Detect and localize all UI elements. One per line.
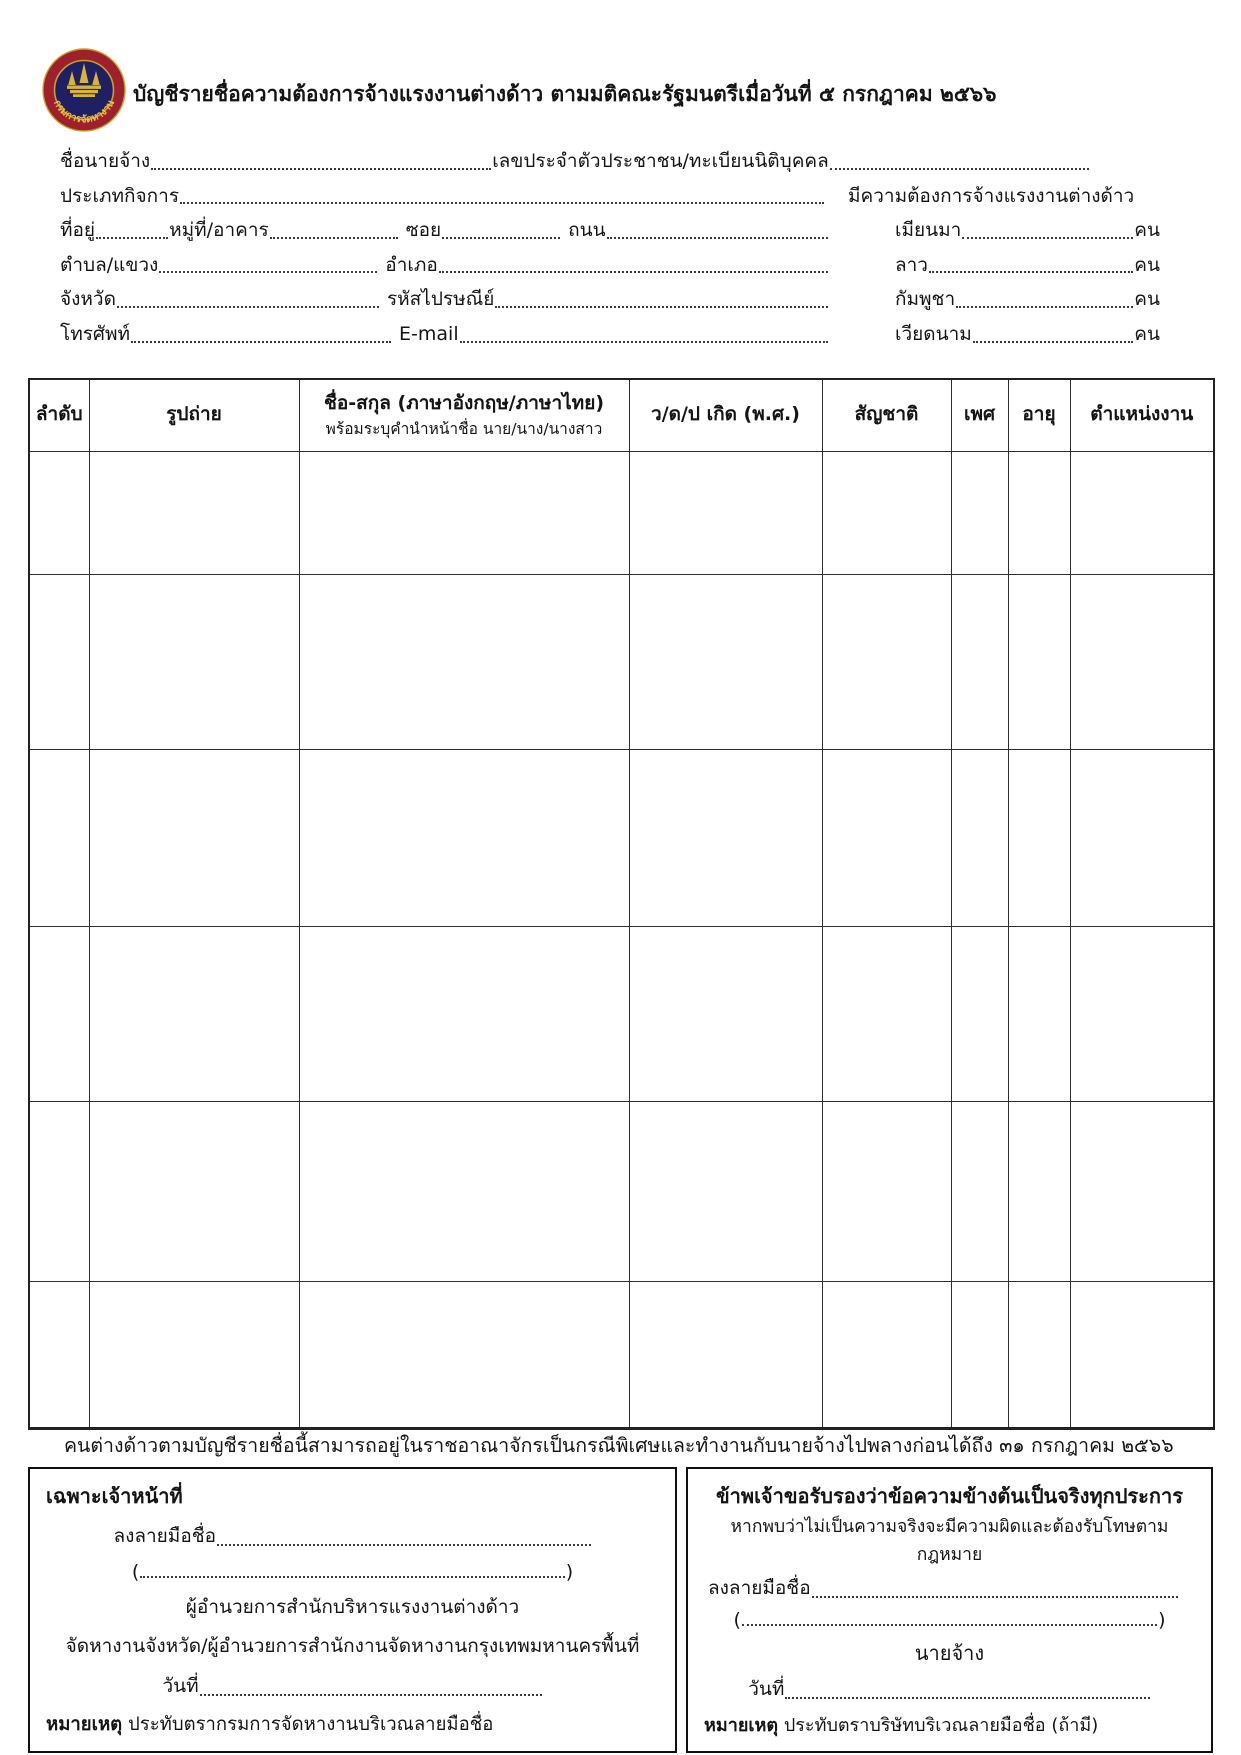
province-row [60,279,1182,314]
employer-id-fill [830,168,1089,170]
official-box-heading: เฉพาะเจ้าหน้าที่ [46,1484,183,1508]
official-date-label: วันที่ [162,1674,199,1697]
business-type-label: ประเภทกิจการ [60,184,180,207]
col-header-sex: เพศ [951,379,1008,451]
district-fill [439,271,828,273]
moo-label: หมู่ที่/อาคาร [169,219,269,242]
certify-signature-label: ลงลายมือชื่อ [708,1577,811,1600]
official-remark-text: ประทับตรากรมการจัดหางานบริเวณลายมือชื่อ [122,1713,494,1735]
demand-label-vietnam: เวียดนาม [895,323,972,346]
postcode-label: รหัสไปรษณีย์ [386,288,495,311]
certify-remark-label: หมายเหตุ [704,1714,779,1736]
province-label: จังหวัด [60,288,116,311]
certify-date-fill [785,1697,1149,1699]
col-header-photo: รูปถ่าย [89,379,299,451]
certify-name-fill [742,1624,1157,1626]
table-row [29,749,1214,926]
department-of-employment-seal-icon [42,48,126,132]
table-row [29,1281,1214,1428]
paren-open: ( [733,1608,741,1631]
worker-list-table [28,378,1215,1430]
table-header-row [29,379,1214,451]
official-title-line1: ผู้อำนวยการสำนักบริหารแรงงานต่างด้าว [185,1595,520,1618]
certify-signer-title: นายจ้าง [914,1640,985,1665]
col-header-birthdate: ว/ด/ป เกิด (พ.ศ.) [629,379,822,451]
official-signature-row [113,1521,591,1551]
col-header-name-sub: พร้อมระบุคำนำหน้าชื่อ นาย/นาง/นางสาว [325,419,603,438]
paren-close: ) [1158,1608,1166,1631]
email-fill [460,341,828,343]
paren-close: ) [565,1560,574,1583]
official-name-fill [140,1576,565,1578]
certify-date-label: วันที่ [748,1678,785,1701]
demand-unit: คน [1134,219,1160,242]
col-header-name-main: ชื่อ-สกุล (ภาษาอังกฤษ/ภาษาไทย) [323,391,605,414]
email-label: E-mail [399,323,459,346]
official-remark-label: หมายเหตุ [46,1713,123,1735]
demand-fill-laos [929,271,1133,273]
table-row [29,574,1214,749]
official-remark [46,1710,493,1739]
official-date-row [162,1671,542,1701]
demand-item-laos [895,252,1160,280]
certify-remark-text: ประทับตราบริษัทบริเวณลายมือชื่อ (ถ้ามี) [778,1714,1099,1736]
demand-fill-vietnam [973,341,1133,343]
employer-name-fill [151,168,491,170]
address-row [60,210,1182,245]
employer-certify-box [686,1467,1213,1753]
demand-item-vietnam [895,321,1160,349]
col-header-position: ตำแหน่งงาน [1070,379,1214,451]
paren-open: ( [131,1560,140,1583]
demand-unit: คน [1134,253,1160,276]
province-fill [117,306,379,308]
phone-label: โทรศัพท์ [60,323,131,346]
official-title-line2: จัดหางานจังหวัด/ผู้อำนวยการสำนักงานจัดหางานกรุงเทพมหานครพื้นที่ [65,1635,640,1658]
col-header-nationality: สัญชาติ [822,379,951,451]
table-row [29,451,1214,574]
business-type-fill [180,202,824,204]
business-type-row [60,176,1182,211]
col-header-no: ลำดับ [29,379,89,451]
page-title: บัญชีรายชื่อความต้องการจ้างแรงงานต่างด้าว ตามมติคณะรัฐมนตรีเมื่อวันที่ ๕ กรกฎาคม ๒๕๖๖ [133,82,997,106]
soi-label: ซอย [405,219,442,242]
official-name-paren-row [132,1561,573,1583]
demand-label-cambodia: กัมพูชา [895,288,956,311]
col-header-name [299,379,629,451]
validity-note: คนต่างด้าวตามบัญชีรายชื่อนี้สามารถอยู่ในราชอาณาจักรเป็นกรณีพิเศษและทำงานกับนายจ้างไปพลางก่อนได้ถึง ๓๑ กรกฎาคม ๒๕๖๖ [64,1434,1174,1457]
phone-row [60,314,1182,349]
district-label: อำเภอ [385,253,438,276]
seal-arc-text: กรมการจัดหางาน [51,98,117,126]
employer-info-section [60,141,1182,349]
address-label: ที่อยู่ [60,219,96,242]
subdistrict-row [60,245,1182,280]
demand-label-myanmar: เมียนมา [895,219,962,242]
demand-heading: มีความต้องการจ้างแรงงานต่างด้าว [848,184,1135,207]
demand-fill-cambodia [956,306,1133,308]
official-signature-label: ลงลายมือชื่อ [113,1525,217,1548]
certify-signature-fill [812,1596,1179,1598]
certify-remark [704,1710,1098,1739]
phone-fill [131,341,391,343]
col-header-age: อายุ [1008,379,1070,451]
certify-date-row [748,1674,1151,1704]
table-row [29,1101,1214,1281]
demand-item-cambodia [895,286,1160,314]
subdistrict-label: ตำบล/แขวง [60,253,159,276]
postcode-fill [495,306,828,308]
demand-unit: คน [1134,288,1160,311]
official-date-fill [200,1694,542,1696]
demand-fill-myanmar [962,237,1133,239]
demand-unit: คน [1134,323,1160,346]
official-signature-fill [217,1544,591,1546]
employer-name-label: ชื่อนายจ้าง [60,150,151,173]
certify-signature-row [708,1573,1179,1603]
demand-item-myanmar [895,217,1160,245]
employer-id-label: เลขประจำตัวประชาชน/ทะเบียนนิติบุคคล [492,150,829,173]
certify-heading: ข้าพเจ้าขอรับรองว่าข้อความข้างต้นเป็นจริงทุกประการ [716,1484,1183,1508]
employer-name-row [60,141,1090,176]
road-fill [607,237,828,239]
certify-subheading: หากพบว่าไม่เป็นความจริงจะมีความผิดและต้องรับโทษตามกฎหมาย [730,1516,1169,1565]
demand-label-laos: ลาว [895,253,928,276]
certify-name-paren-row [733,1609,1165,1631]
soi-fill [442,237,560,239]
road-label: ถนน [568,219,606,242]
address-fill [96,237,168,239]
moo-fill [270,237,398,239]
table-row [29,926,1214,1101]
official-use-box [28,1467,677,1753]
subdistrict-fill [159,271,377,273]
